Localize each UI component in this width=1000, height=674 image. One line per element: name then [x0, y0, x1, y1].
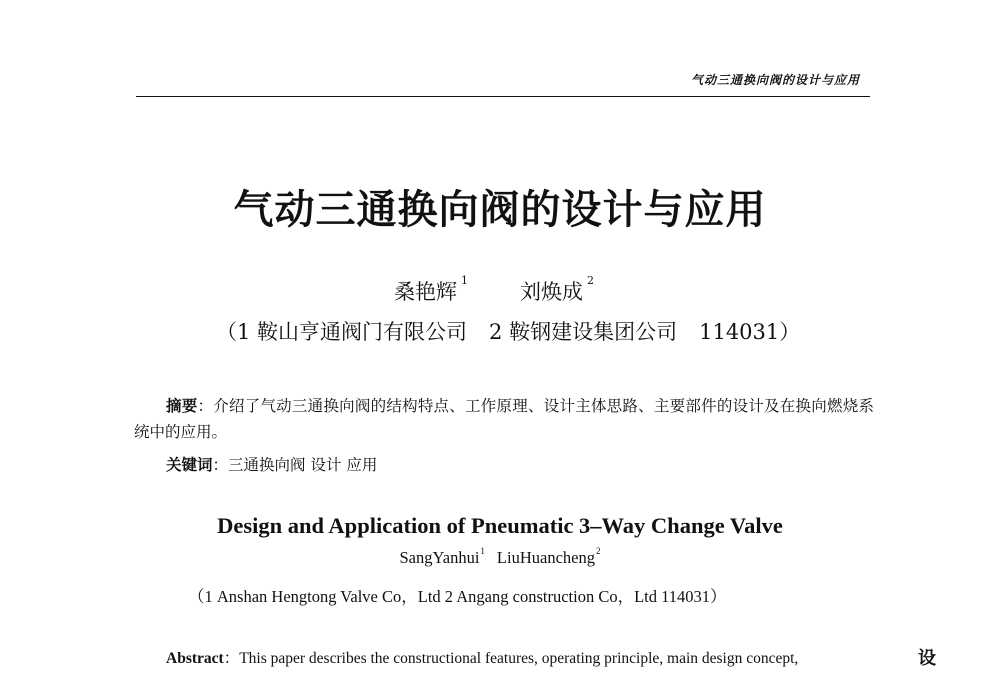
chinese-author-1: [394, 276, 468, 306]
abstract-label: Abstract: [166, 650, 224, 667]
chinese-author-2: [520, 276, 594, 306]
chinese-keywords: [166, 453, 377, 475]
author-superscript: 1: [461, 274, 468, 287]
side-margin-character: 设: [918, 648, 936, 669]
author-superscript: 1: [480, 546, 485, 556]
keywords-label: 关键词: [166, 456, 213, 474]
english-author-name: LiuHuancheng: [496, 548, 595, 567]
chinese-authors: [394, 276, 594, 306]
english-author-name: SangYanhui: [399, 548, 480, 567]
chinese-title: 气动三通换向阀的设计与应用: [233, 186, 767, 233]
chinese-author-name: 桑艳辉: [394, 280, 457, 304]
abstract-label: 摘要: [166, 397, 198, 415]
english-affiliation: （1 Anshan Hengtong Valve Co，Ltd 2 Angang construction Co，Ltd 114031）: [188, 587, 727, 606]
abstract-text: 介绍了气动三通换向阀的结构特点、工作原理、设计主体思路、主要部件的设计及在换向燃烧系统中的应用。: [134, 397, 874, 441]
abstract-separator: ：: [223, 650, 240, 667]
header-rule: [136, 96, 870, 97]
keywords-text: 三通换向阀 设计 应用: [228, 456, 378, 474]
english-author-1: [400, 548, 485, 567]
english-authors: [0, 548, 1000, 568]
affiliation-org-2: 2 鞍钢建设集团公司: [489, 320, 678, 344]
affiliation-org-1: 1 鞍山亨通阀门有限公司: [237, 320, 468, 344]
chinese-affiliation: [216, 316, 800, 346]
english-author-2: [497, 548, 601, 567]
author-superscript: 2: [595, 546, 601, 556]
affiliation-close-paren: ）: [779, 320, 801, 344]
keywords-separator: ：: [212, 456, 229, 474]
author-superscript: 2: [587, 274, 594, 287]
english-title: Design and Application of Pneumatic 3–Way Change Valve: [217, 513, 783, 538]
chinese-abstract: [134, 393, 874, 445]
affiliation-postcode: 114031: [699, 320, 780, 344]
abstract-text: This paper describes the constructional features, operating principle, main design concept,: [239, 650, 799, 667]
english-abstract: [166, 646, 798, 668]
affiliation-open-paren: （: [216, 320, 237, 344]
chinese-author-name: 刘焕成: [520, 280, 583, 304]
abstract-separator: ：: [197, 397, 214, 415]
running-header: 气动三通换向阀的设计与应用: [690, 73, 860, 87]
